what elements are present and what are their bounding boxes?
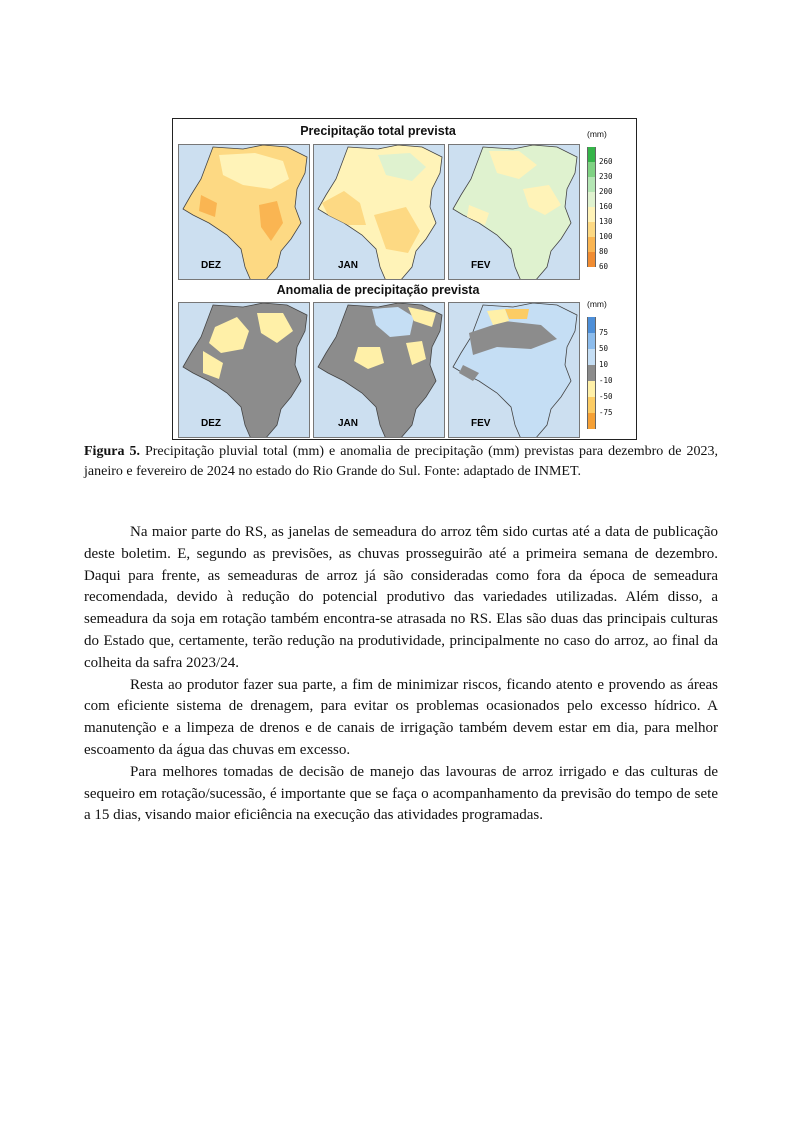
forecast-figure [172,118,637,440]
precip-swatch [587,207,596,222]
month-label-fev-anomaly: FEV [471,418,491,429]
month-label-jan: JAN [338,260,359,271]
anomaly-colorbar [587,299,639,439]
precip-swatch [587,162,596,177]
precip-tick-label: 260 [599,157,613,166]
precip-tick-label: 100 [599,232,613,241]
precip-tick-label: 60 [599,262,609,271]
map-anomaly-jan [313,302,445,438]
map-anomaly-fev [448,302,580,438]
anomaly-tick-label: 50 [599,344,609,353]
map-precip-jan [313,144,445,280]
precip-tick-label: 160 [599,202,613,211]
anomaly-unit: (mm) [587,299,607,309]
anomaly-tick-label: 75 [599,328,609,337]
paragraph-2: Resta ao produtor fazer sua parte, a fim de minimizar riscos, ficando atento e provendo as áreas com eficiente sistema de drenagem, para evitar os problemas ocasionados pelo excesso hídrico. A manutenção e a limpeza de drenos e de canais de irrigação também devem estar em dia, para melhor escoamento da água das chuvas em excesso. [84,676,718,758]
paragraph-1: Na maior parte do RS, as janelas de semeadura do arroz têm sido curtas até a data de publicação deste boletim. E, segundo as previsões, as chuvas prosseguirão até a primeira semana de dezembro. Daqui para frente, as semeaduras de arroz já são consideradas como fora da época de semeadura recomendada, devido à redução do potencial produtivo das variedades utilizadas. Além disso, a semeadura da soja em rotação também encontra-se atrasada no RS. Elas são duas das principais culturas do Estado que, certamente, terão redução na produtividade, principalmente no caso do arroz, ao final da colheita da safra 2023/24. [84,524,718,671]
paragraph-3: Para melhores tomadas de decisão de manejo das lavouras de arroz irrigado e das culturas de sequeiro em rotação/sucessão, é importante que se faça o acompanhamento da previsão do tempo de sete a 15 dias, visando maior eficiência na execução das atividades programadas. [84,763,718,824]
map-precip-fev [448,144,580,280]
precip-unit: (mm) [587,129,607,139]
month-label-dez: DEZ [201,260,221,271]
figure-title-anomaly: Anomalia de precipitação prevista [276,283,480,297]
anomaly-swatch [587,397,596,413]
precip-tick-label: 130 [599,217,613,226]
precip-tick-label: 230 [599,172,613,181]
precip-tick-label: 200 [599,187,613,196]
anomaly-tick-label: -75 [599,408,613,417]
anomaly-swatch [587,349,596,365]
precip-swatch [587,177,596,192]
precip-swatch [587,147,596,162]
anomaly-tick-label: 10 [599,360,609,369]
caption-text: Precipitação pluvial total (mm) e anomalia de precipitação (mm) previstas para dezembro de 2023, janeiro e fevereiro de 2024 no estado do Rio Grande do Sul. Fonte: adaptado de INMET. [84,444,718,479]
figure-caption [84,442,718,482]
precip-swatch [587,192,596,207]
map-anomaly-dez [178,302,310,438]
anomaly-tick-label: -10 [599,376,613,385]
anomaly-swatch [587,333,596,349]
precip-colorbar [587,129,639,279]
caption-label: Figura 5. [84,444,140,459]
precip-swatch [587,222,596,237]
month-label-jan-anomaly: JAN [338,418,359,429]
anomaly-tick-label: -50 [599,392,613,401]
anomaly-swatch [587,413,596,429]
month-label-fev: FEV [471,260,491,271]
anomaly-swatch [587,317,596,333]
precip-swatch [587,252,596,267]
figure-title-precipitation: Precipitação total prevista [300,124,456,138]
precip-tick-label: 80 [599,247,609,256]
anomaly-swatch [587,365,596,381]
month-label-dez-anomaly: DEZ [201,418,221,429]
map-precip-dez [178,144,310,280]
anomaly-swatch [587,381,596,397]
precip-swatch [587,237,596,252]
body-text [84,522,718,827]
